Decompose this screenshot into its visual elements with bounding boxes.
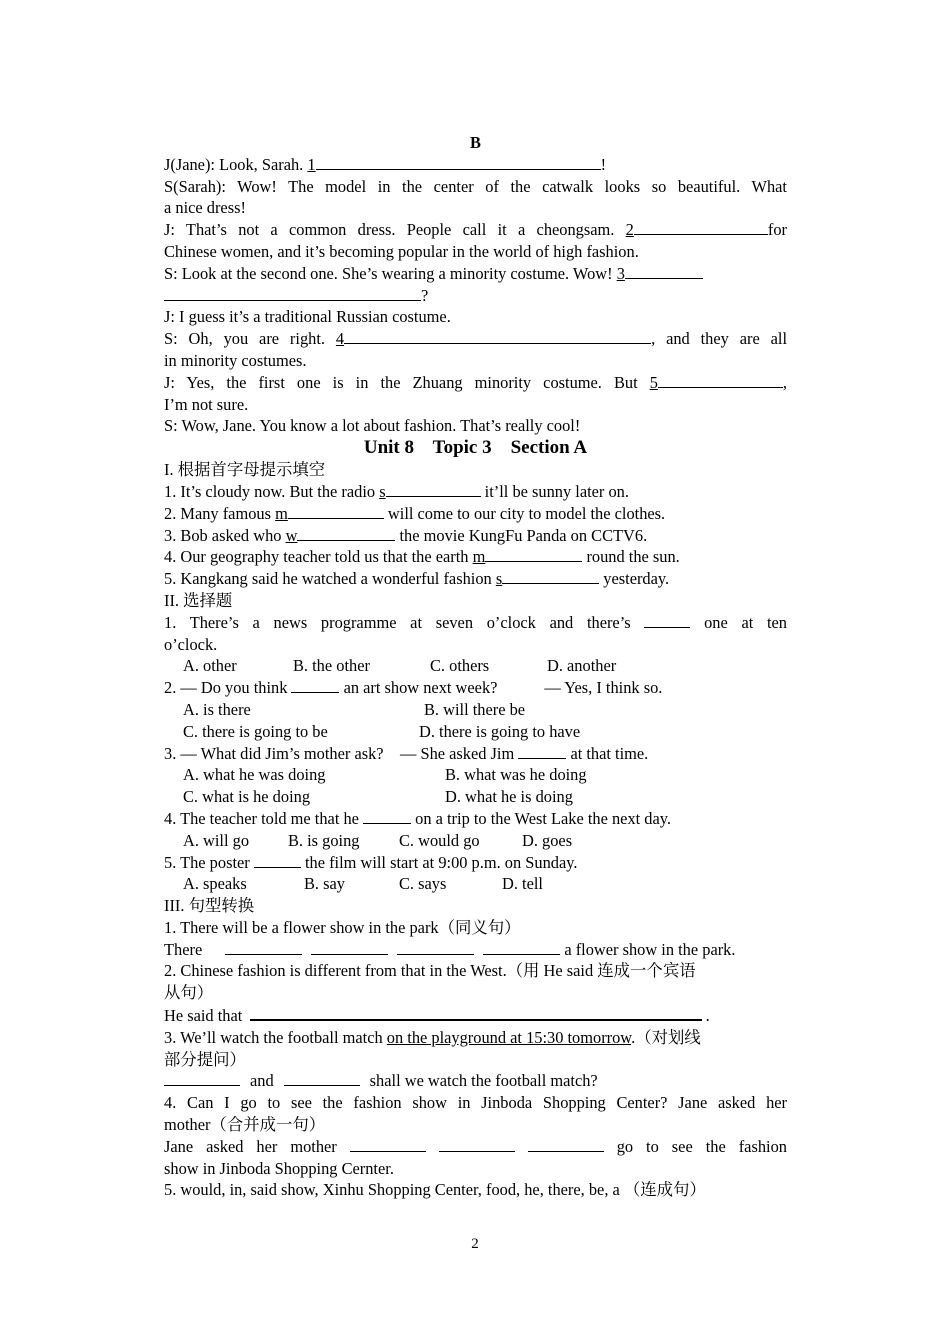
part2-q4-options <box>164 830 787 852</box>
part1-blank-2[interactable] <box>288 503 384 519</box>
blank-number-2: 2 <box>625 220 634 240</box>
dialogue-line-11: J: Yes, the first one is in the Zhuang minority costume. But 5 , <box>164 372 787 392</box>
blank-number-4: 4 <box>335 329 345 349</box>
part2-q5: 5. The poster the film will start at 9:00 p.m. on Sunday. <box>164 852 578 872</box>
option-d[interactable]: D. tell <box>502 874 543 894</box>
part3-s2-cont: 从句） <box>164 983 214 1003</box>
part1-blank-3[interactable] <box>297 525 395 541</box>
option-b[interactable]: B. is going <box>288 830 360 850</box>
option-b[interactable]: B. what was he doing <box>445 765 587 785</box>
option-c[interactable]: C. there is going to be <box>183 721 328 741</box>
option-c[interactable]: C. would go <box>399 830 480 850</box>
option-d[interactable]: D. another <box>547 656 617 676</box>
dialogue-line-12: I’m not sure. <box>164 394 249 414</box>
part3-s2: 2. Chinese fashion is different from that in the West.（用 He said 连成一个宾语 <box>164 961 696 981</box>
part3-s1: 1. There will be a flower show in the park（同义句） <box>164 917 521 937</box>
blank-number-3: 3 <box>616 263 625 283</box>
part1-item-2: 2. Many famous m will come to our city to model the clothes. <box>164 503 666 523</box>
part1-blank-1[interactable] <box>386 481 481 497</box>
part3-blank-1b[interactable] <box>311 939 388 955</box>
dialogue-line-5: Chinese women, and it’s becoming popular in the world of high fashion. <box>164 241 639 261</box>
option-a[interactable]: A. what he was doing <box>183 765 326 785</box>
dialogue-line-4: J: That’s not a common dress. People call it a cheongsam. 2 for <box>164 220 787 240</box>
part3-blank-1a[interactable] <box>225 939 302 955</box>
part1-item-1: 1. It’s cloudy now. But the radio s it’ll be sunny later on. <box>164 481 629 501</box>
part1-heading: I. 根据首字母提示填空 <box>164 460 326 480</box>
part3-s4-answer: Jane asked her mother go to see the fashion <box>164 1136 787 1156</box>
part3-blank-3a[interactable] <box>164 1070 240 1086</box>
part2-heading: II. 选择题 <box>164 590 233 610</box>
blank-2[interactable] <box>634 219 768 235</box>
option-b[interactable]: B. will there be <box>424 699 526 719</box>
blank-number-5: 5 <box>649 372 658 392</box>
unit-title: Unit 8 Topic 3 Section A <box>363 437 588 459</box>
part2-q1-options <box>164 655 787 677</box>
option-b[interactable]: B. say <box>304 874 345 894</box>
blank-4[interactable] <box>344 328 651 344</box>
part3-s1-answer: There a flower show in the park. <box>164 939 736 959</box>
dialogue-line-13: S: Wow, Jane. You know a lot about fashion. That’s really cool! <box>164 416 581 436</box>
part2-blank-2[interactable] <box>291 677 339 693</box>
dialogue-line-6: S: Look at the second one. She’s wearing a minority costume. Wow! 3 <box>164 263 787 285</box>
part2-q1-cont: o’clock. <box>164 634 218 654</box>
part2-q2-options-ab <box>164 699 787 721</box>
part1-item-5: 5. Kangkang said he watched a wonderful fashion s yesterday. <box>164 569 670 589</box>
part3-s5: 5. would, in, said show, Xinhu Shopping Center, food, he, there, be, a （连成句） <box>164 1180 706 1200</box>
section-b-heading: B <box>470 133 481 152</box>
part3-s4: 4. Can I go to see the fashion show in Jinboda Shopping Center? Jane asked her <box>164 1093 787 1113</box>
part3-blank-4a[interactable] <box>350 1136 426 1152</box>
part3-blank-2[interactable] <box>250 1004 702 1021</box>
part2-q3-options-ab <box>164 764 787 786</box>
part3-heading: III. 句型转换 <box>164 896 255 916</box>
dialogue-line-10: in minority costumes. <box>164 350 307 370</box>
part3-s3-cont: 部分提问） <box>164 1049 246 1069</box>
dialogue-line-8: J: I guess it’s a traditional Russian costume. <box>164 307 451 327</box>
option-a[interactable]: A. is there <box>183 699 251 719</box>
part3-blank-4b[interactable] <box>439 1136 515 1152</box>
dialogue-line-7: ? <box>164 285 787 307</box>
dialogue-line-1: J(Jane): Look, Sarah. 1 ! <box>164 154 607 174</box>
part3-blank-4c[interactable] <box>528 1136 604 1152</box>
part2-blank-3[interactable] <box>518 743 566 759</box>
part3-s4-cont: mother（合并成一句） <box>164 1115 326 1135</box>
part3-s3-answer: and shall we watch the football match? <box>164 1070 787 1092</box>
part2-blank-4[interactable] <box>363 808 411 824</box>
blank-3b[interactable] <box>164 285 421 301</box>
part3-s3: 3. We’ll watch the football match on the playground at 15:30 tomorrow.（对划线 <box>164 1027 701 1047</box>
blank-3a[interactable] <box>625 263 703 279</box>
page-content <box>164 132 787 1201</box>
part2-q2-options-cd <box>164 721 787 743</box>
option-a[interactable]: A. other <box>183 656 237 676</box>
part3-s4-cont2: show in Jinboda Shopping Cernter. <box>164 1158 394 1178</box>
part2-q3-options-cd <box>164 786 787 808</box>
dialogue-line-9: S: Oh, you are right. 4 , and they are all <box>164 329 788 349</box>
dialogue-line-2: S(Sarah): Wow! The model in the center of the catwalk looks so beautiful. What <box>164 176 787 196</box>
part2-blank-1[interactable] <box>644 612 690 628</box>
part2-q4: 4. The teacher told me that he on a trip to the West Lake the next day. <box>164 808 671 828</box>
part3-blank-1c[interactable] <box>397 939 474 955</box>
part1-item-3: 3. Bob asked who w the movie KungFu Panda on CCTV6. <box>164 525 648 545</box>
dialogue-line-3: a nice dress! <box>164 198 246 218</box>
part2-blank-5[interactable] <box>254 852 301 868</box>
option-a[interactable]: A. will go <box>183 830 250 850</box>
part3-s2-answer: He said that . <box>164 1006 710 1026</box>
part2-q5-options <box>164 873 787 895</box>
blank-number-1: 1 <box>307 154 316 174</box>
blank-1[interactable] <box>316 154 601 170</box>
part2-q1: 1. There’s a news programme at seven o’clock and there’s one at ten <box>164 612 788 632</box>
part1-blank-4[interactable] <box>485 546 582 562</box>
part1-item-4: 4. Our geography teacher told us that the earth m round the sun. <box>164 547 680 567</box>
option-d[interactable]: D. goes <box>522 830 573 850</box>
option-a[interactable]: A. speaks <box>183 874 247 894</box>
option-b[interactable]: B. the other <box>293 656 370 676</box>
part2-q2: 2. — Do you think an art show next week? — Yes, I think so. <box>164 678 663 698</box>
part3-blank-3b[interactable] <box>284 1070 360 1086</box>
option-d[interactable]: D. what he is doing <box>445 787 573 807</box>
option-c[interactable]: C. what is he doing <box>183 787 311 807</box>
option-c[interactable]: C. others <box>430 656 490 676</box>
page-number: 2 <box>471 1236 479 1252</box>
part2-q3: 3. — What did Jim’s mother ask? — She asked Jim at that time. <box>164 743 649 763</box>
underlined-phrase: on the playground at 15:30 tomorrow <box>386 1027 632 1047</box>
option-c[interactable]: C. says <box>399 874 447 894</box>
part1-blank-5[interactable] <box>502 568 599 584</box>
blank-5[interactable] <box>658 372 783 388</box>
part3-blank-1d[interactable] <box>483 939 560 955</box>
option-d[interactable]: D. there is going to have <box>419 721 581 741</box>
